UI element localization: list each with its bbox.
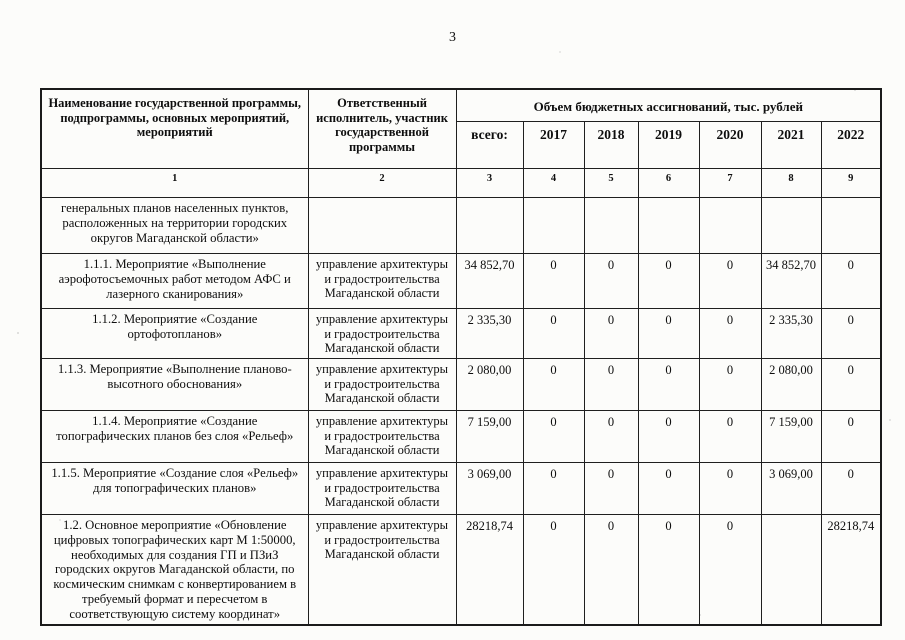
cell-budget-value: 0 — [584, 309, 638, 359]
cell-budget-value — [761, 198, 821, 254]
cell-executor: управление архитектуры и градостроительства Магаданской области — [308, 309, 456, 359]
table-row — [41, 410, 881, 462]
cell-budget-value: 0 — [523, 410, 584, 462]
table-row — [41, 514, 881, 625]
table-row — [41, 309, 881, 359]
cell-budget-value: 3 069,00 — [456, 462, 523, 514]
header-budget-col: 2019 — [638, 122, 699, 169]
cell-budget-value: 2 335,30 — [761, 309, 821, 359]
header-budget-col: 2020 — [699, 122, 761, 169]
header-program-name: Наименование государственной программы, подпрограммы, основных мероприятий, мероприятий — [41, 89, 308, 169]
cell-budget-value: 0 — [821, 410, 881, 462]
page-number: 3 — [449, 30, 456, 45]
cell-program-name: 1.1.2. Мероприятие «Создание ортофотопланов» — [41, 309, 308, 359]
cell-budget-value: 0 — [699, 358, 761, 410]
cell-budget-value: 0 — [699, 309, 761, 359]
cell-budget-value: 0 — [699, 462, 761, 514]
column-number: 3 — [456, 169, 523, 198]
column-number: 7 — [699, 169, 761, 198]
header-budget-col: всего: — [456, 122, 523, 169]
table-row — [41, 358, 881, 410]
cell-budget-value: 3 069,00 — [761, 462, 821, 514]
cell-budget-value: 0 — [584, 514, 638, 625]
header-row-column-numbers — [41, 169, 881, 198]
cell-budget-value: 0 — [638, 410, 699, 462]
cell-executor: управление архитектуры и градостроительства Магаданской области — [308, 358, 456, 410]
cell-budget-value: 0 — [638, 254, 699, 309]
budget-table — [40, 88, 882, 626]
cell-budget-value: 34 852,70 — [456, 254, 523, 309]
cell-executor — [308, 198, 456, 254]
column-number: 1 — [41, 169, 308, 198]
cell-budget-value: 0 — [699, 410, 761, 462]
cell-budget-value: 28218,74 — [456, 514, 523, 625]
header-executor: Ответственный исполнитель, участник государственной программы — [308, 89, 456, 169]
cell-budget-value: 0 — [638, 514, 699, 625]
cell-budget-value — [638, 198, 699, 254]
cell-executor: управление архитектуры и градостроительства Магаданской области — [308, 462, 456, 514]
cell-executor: управление архитектуры и градостроительства Магаданской области — [308, 514, 456, 625]
column-number: 6 — [638, 169, 699, 198]
cell-budget-value — [456, 198, 523, 254]
cell-budget-value: 2 080,00 — [761, 358, 821, 410]
column-number: 8 — [761, 169, 821, 198]
table-row — [41, 254, 881, 309]
cell-budget-value: 0 — [584, 358, 638, 410]
cell-program-name: 1.1.4. Мероприятие «Создание топографических планов без слоя «Рельеф» — [41, 410, 308, 462]
cell-budget-value: 0 — [523, 514, 584, 625]
cell-program-name: 1.1.3. Мероприятие «Выполнение планово-высотного обоснования» — [41, 358, 308, 410]
cell-budget-value: 0 — [699, 514, 761, 625]
cell-budget-value: 0 — [821, 462, 881, 514]
cell-budget-value — [699, 198, 761, 254]
column-number: 5 — [584, 169, 638, 198]
header-budget-col: 2017 — [523, 122, 584, 169]
cell-budget-value: 0 — [821, 358, 881, 410]
column-number: 4 — [523, 169, 584, 198]
cell-budget-value: 7 159,00 — [761, 410, 821, 462]
cell-executor: управление архитектуры и градостроительства Магаданской области — [308, 410, 456, 462]
header-budget-col: 2022 — [821, 122, 881, 169]
header-row-top — [41, 89, 881, 122]
cell-budget-value: 0 — [638, 358, 699, 410]
cell-budget-value: 0 — [699, 254, 761, 309]
cell-budget-value: 0 — [584, 254, 638, 309]
cell-budget-value — [523, 198, 584, 254]
cell-budget-value — [584, 198, 638, 254]
cell-budget-value: 2 080,00 — [456, 358, 523, 410]
header-budget-group: Объем бюджетных ассигнований, тыс. рублей — [456, 89, 881, 122]
cell-budget-value: 0 — [523, 254, 584, 309]
cell-budget-value: 0 — [523, 358, 584, 410]
cell-budget-value: 0 — [638, 309, 699, 359]
cell-program-name: генеральных планов населенных пунктов, расположенных на территории городских округов Магаданской области» — [41, 198, 308, 254]
table-row — [41, 462, 881, 514]
cell-budget-value: 0 — [523, 309, 584, 359]
cell-budget-value: 0 — [821, 254, 881, 309]
cell-budget-value — [821, 198, 881, 254]
table-row — [41, 198, 881, 254]
cell-budget-value: 0 — [584, 462, 638, 514]
cell-budget-value: 0 — [584, 410, 638, 462]
cell-program-name: 1.2. Основное мероприятие «Обновление цифровых топографических карт М 1:50000, необходимых для создания ГП и ПЗиЗ городских округов Магаданской области, по космическим снимкам с конвертированием в требуемый формат и пересчетом в соответствующую систему координат» — [41, 514, 308, 625]
column-number: 2 — [308, 169, 456, 198]
cell-budget-value: 28218,74 — [821, 514, 881, 625]
header-budget-col: 2021 — [761, 122, 821, 169]
cell-program-name: 1.1.1. Мероприятие «Выполнение аэрофотосъемочных работ методом АФС и лазерного сканирования» — [41, 254, 308, 309]
cell-budget-value: 0 — [523, 462, 584, 514]
cell-budget-value: 7 159,00 — [456, 410, 523, 462]
header-budget-col: 2018 — [584, 122, 638, 169]
column-number: 9 — [821, 169, 881, 198]
cell-budget-value: 2 335,30 — [456, 309, 523, 359]
cell-budget-value: 0 — [638, 462, 699, 514]
cell-program-name: 1.1.5. Мероприятие «Создание слоя «Рельеф» для топографических планов» — [41, 462, 308, 514]
cell-executor: управление архитектуры и градостроительства Магаданской области — [308, 254, 456, 309]
cell-budget-value: 34 852,70 — [761, 254, 821, 309]
cell-budget-value — [761, 514, 821, 625]
cell-budget-value: 0 — [821, 309, 881, 359]
